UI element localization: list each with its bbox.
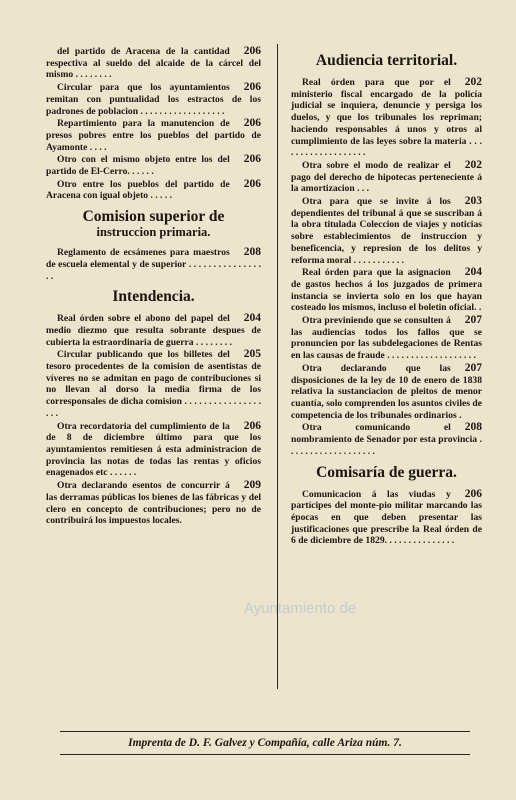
page-number: 208 — [243, 246, 261, 259]
index-entry-text: Circular para que los ayuntamientos remitan con puntualidad los estractos de los padrones de poblacion . . . . . . . . . . . . . . . . . . — [46, 82, 261, 117]
index-entry — [46, 480, 261, 527]
page-number: 206 — [243, 81, 261, 94]
index-entry-text: Otro con el mismo objeto entre los del partido de El-Cerro. . . . . . — [46, 154, 230, 178]
index-entry-text: Otra declarando esentos de concurrir á las derramas públicas los bienes de las fábricas y del clero en concepto de contribuciones; pero no de contribuirá los impuestos locales. — [46, 480, 261, 527]
section-heading-subtitle: instruccion primaria. — [96, 225, 211, 240]
index-entry — [291, 77, 482, 159]
index-entry-text: Real órden sobre el abono del papel del medio diezmo que resulta sobrante despues de cubierta la estraordinaria de guerra . . . . . . . . — [46, 313, 261, 348]
footer-rule-bottom — [60, 754, 470, 755]
index-entry-text: Otra previniendo que se consulten á las audiencias todos los fallos que se pronuncien por las subdelegaciones de Rentas en las causas de fraude . . . . . . . . . . . . . . . . . . . — [291, 315, 482, 362]
index-entry — [291, 160, 482, 195]
page-number: 206 — [464, 487, 482, 500]
index-entry — [46, 349, 261, 419]
page-number: 202 — [464, 76, 482, 88]
index-entry — [291, 267, 482, 314]
printer-imprint: Imprenta de D. F. Galvez y Compañía, calle Ariza núm. 7. — [128, 737, 402, 749]
index-entry — [291, 422, 482, 457]
page-number: 207 — [464, 361, 482, 374]
section-heading — [291, 464, 482, 481]
index-column-right — [291, 46, 482, 548]
page-number: 206 — [243, 153, 261, 166]
page-number: 209 — [243, 479, 261, 492]
index-entry-text: Otra para que se invite á los dependientes del tribunal á que se suscriban á la obra titulada Coleccion de viajes y noticias sobre establecimientos de instruccion y beneficencia, y represion de los delitos y reforma moral . . . . . . . . . . . — [291, 196, 482, 266]
index-entry-text: Otra sobre el modo de realizar el pago del derecho de hipotecas perteneciente á la amortizacion . . . — [291, 159, 482, 195]
page-number: 204 — [243, 312, 261, 325]
index-entry — [291, 489, 482, 548]
page-number: 206 — [243, 45, 261, 57]
page-number: 208 — [464, 421, 482, 434]
index-entry-text: Comunicacion á las viudas y partícipes del monte-pio militar marcando las épocas en que deben presentar las justificaciones que prescribe la Real órden de 6 de diciembre de 1829. . . . . . . . . . . . . . . — [291, 488, 482, 547]
index-entry — [46, 421, 261, 480]
section-heading-text: Comision superior de — [82, 208, 225, 226]
section-heading-text: Intendencia. — [112, 288, 195, 306]
column-divider — [277, 44, 278, 689]
page-number: 206 — [243, 177, 261, 190]
index-entry-text: del partido de Aracena de la cantidad respectiva al sueldo del alcaide de la cárcel del mismo . . . . . . . . — [46, 46, 261, 81]
section-heading — [291, 52, 482, 69]
index-entry-text: Circular publicando que los billetes del tesoro procedentes de la comision de asentistas de víveres no se admitan en pago de contribuciones si no llevan al dorso la media firma de los corresponsales de dicha comision . . . . . . . . . . . . . . . . . . . — [46, 349, 261, 419]
page-number: 203 — [464, 195, 482, 208]
index-entry-text: Otra recordatoria del cumplimiento de la de 8 de diciembre último para que los ayuntamientos remitiesen á esta administracion de provincia las notas de todas las rentas y oficios enagenados etc . . . . . . — [46, 420, 261, 479]
index-entry — [46, 118, 261, 153]
index-entry — [291, 196, 482, 266]
index-entry — [46, 82, 261, 117]
index-entry — [46, 247, 261, 282]
index-entry-text: Real órden para que por el ministerio fiscal encargado de la policía judicial se inquiera, denuncie y persiga los duelos, y que los tribunales los repriman; haciendo responsables á unos y otros al cumplimiento de las leyes sobre la materia . . . . . . . . . . . . . . . . . . . — [291, 77, 482, 159]
index-entry-text: Otro entre los pueblos del partido de Aracena con igual objeto . . . . . — [46, 178, 230, 202]
section-heading-text: Comisaría de guerra. — [316, 463, 457, 481]
index-entry-text: Real órden para que la asignacion de gastos hechos á los juzgados de primera instancia se invierta solo en los que hayan costeado los mismos, incluso el boletin oficial. . — [291, 267, 482, 314]
index-entry-text: Reglamento de ecsámenes para maestros de escuela elemental y de superior . . . . . . . . . . . . . . . . . — [46, 247, 261, 282]
section-heading-text: Audiencia territorial. — [315, 52, 458, 69]
index-entry — [46, 179, 261, 202]
page-number: 202 — [464, 158, 482, 171]
footer-rule-top — [60, 731, 470, 732]
index-entry-text: Otra declarando que las disposiciones de la ley de 10 de enero de 1838 relativa la sustanciacion de pleitos de menor cuantía, solo comprenden los asuntos civiles de competencia de los tribunales ordinarios . — [291, 362, 482, 421]
index-entry — [291, 363, 482, 422]
page-number: 205 — [243, 348, 261, 361]
index-column-left — [46, 46, 261, 528]
index-entry — [46, 154, 261, 177]
library-watermark: Ayuntamiento de — [243, 600, 357, 617]
page-number: 207 — [464, 314, 482, 327]
section-heading — [46, 208, 261, 239]
section-heading — [46, 288, 261, 305]
index-entry — [46, 46, 261, 81]
index-entry-text: Repartimiento para la manutencion de presos pobres entre los pueblos del partido de Ayamonte . . . . — [46, 118, 261, 153]
index-entry — [291, 315, 482, 362]
page-number: 206 — [243, 117, 261, 130]
index-entry — [46, 313, 261, 348]
page-number: 206 — [243, 419, 261, 432]
index-entry-text: Otra comunicando el nombramiento de Senador por esta provincia . . . . . . . . . . . . . . . . . . . — [291, 422, 482, 457]
page-number: 204 — [464, 266, 482, 279]
